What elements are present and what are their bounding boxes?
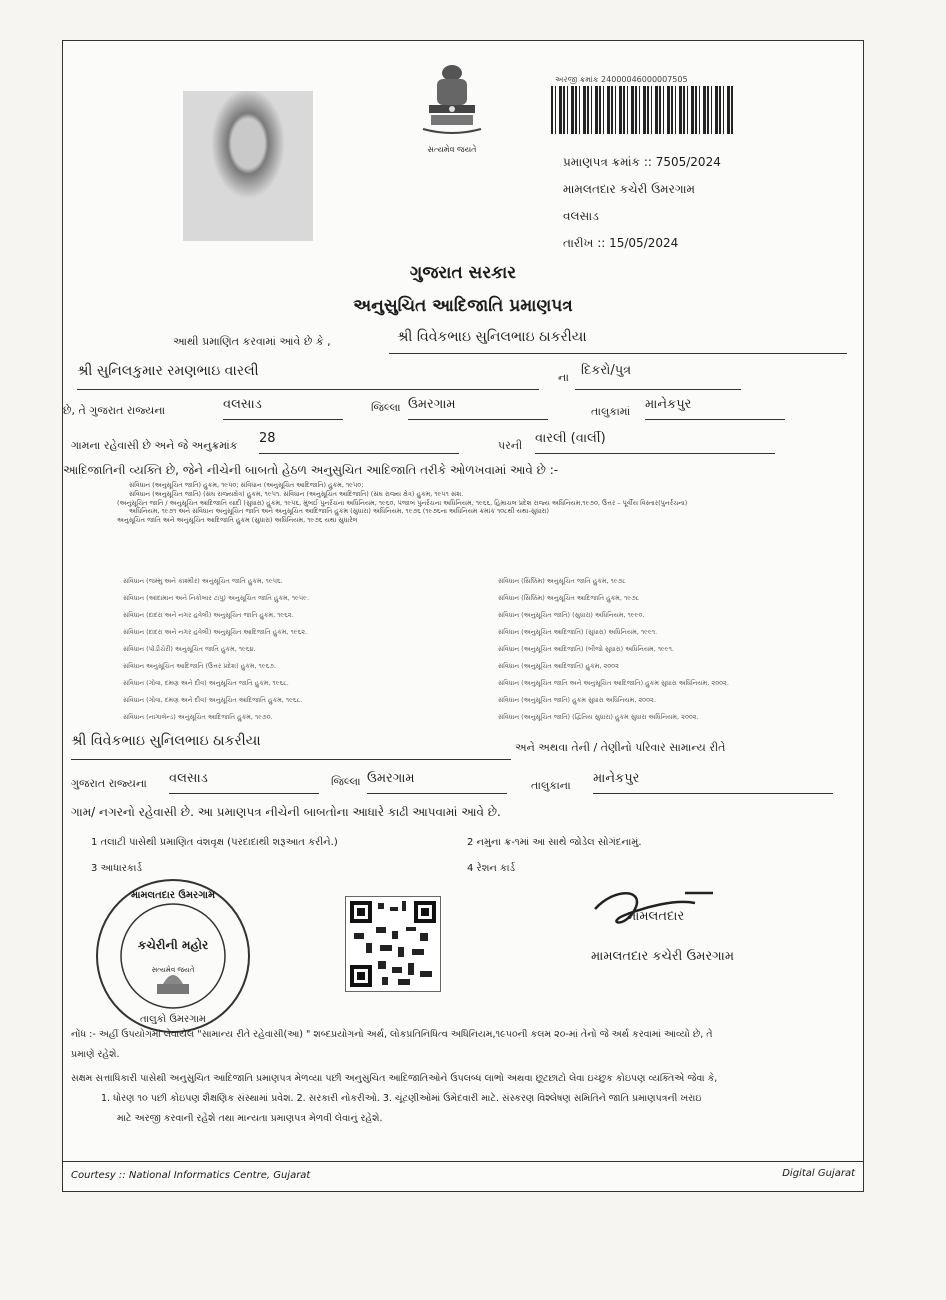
act-line: સંવિધાન (અનુસૂચિત જાતિ) હુકમ, ૧૯૫૦; સંવિધાન (અનુસૂચિત આદિજાતિ) હુકમ, ૧૯૫૦;: [129, 481, 364, 489]
family-applicant-name: શ્રી વિવેકભાઇ સુનિલભાઇ ઠાકરીયા: [71, 733, 511, 760]
note-line: પ્રમાણે રહેશે.: [71, 1049, 120, 1060]
district-label: જિલ્લા: [371, 401, 401, 414]
order-item: સંવિધાન (અનુસૂચિત જાતિ) (સુધારા) અધિનિયમ, ૧૯૯૦.: [498, 611, 645, 619]
order-item: સંવિધાન (અનુસૂચિત જાતિ અને અનુસૂચિત આદિજાતિ) હુકમ સુધારા અધિનિયમ, ૨૦૦૨.: [498, 679, 729, 687]
signatory-title: મામલતદાર: [627, 909, 685, 924]
act-line: અધિનિયમ, ૧૯૭૧ અને સંવિધાન અનુસૂચિત જાતિ અને અનુસૂચિત આદિજાતિ હુકમ (સુધારા) અધિનિયમ, ૧૯૭૬ (૧૯૭૬ના અધિનિયમ ક્રમાંક ૧૦૮થી યથા-સુધારા): [129, 507, 550, 516]
seal-center-text: કચેરીની મહોર: [137, 938, 209, 952]
order-item: સંવિધાન (નાગાલેન્ડ) અનુસૂચિત આદિજાતિ હુકમ, ૧૯૭૦.: [123, 713, 273, 721]
note-line: માટે અરજી કરવાની રહેશે તથા માન્યતા પ્રમાણપત્ર મેળવી લેવાનું રહેશે.: [117, 1113, 383, 1124]
act-line: સંવિધાન (અનુસૂચિત જાતિ) (સંઘ રાજ્યક્ષેત્ર) હુકમ, ૧૯૫૧. સંવિધાન (અનુસૂચિત આદિજાતિ) (સંઘ રાજ્ય ક્ષેત્ર) હુકમ, ૧૯૫૧ સંશ.: [129, 489, 464, 498]
order-item: સંવિધાન (જમ્મુ અને કાશ્મીર) અનુસૂચિત જાતિ હુકમ, ૧૯૫૬.: [123, 577, 283, 585]
document-item: 4 રેશન કાર્ડ: [467, 863, 516, 874]
orders-right-list: [498, 573, 858, 726]
order-item: સંવિધાન (પોંડીચેરી) અનુસૂચિત જાતિ હુકમ, ૧૯૬૪.: [123, 645, 256, 653]
order-item: સંવિધાન (અનુસૂચિત જાતિ) (દ્વિતિય સુધારા) હુકમ સુધારા અધિનિયમ, ૨૦૦૨.: [498, 713, 699, 721]
family-village: માનેકપુર: [593, 771, 833, 794]
seal-motto: સત્યમેવ જયતે: [151, 966, 195, 974]
family-suffix: અને અથવા તેની / તેણીનો પરિવાર સામાન્ય રીતે: [515, 741, 726, 754]
note-line: નોંધ :- અહીં ઉપયોગમાં લેવાયેલ "સામાન્ય રીતે રહેવાસી(આ) " શબ્દપ્રયોગનો અર્થ, લોકપ્રતિનિધિત્વ અધિનિયમ,૧૯૫૦ની કલમ ૨૦-માં તેનો જે અર્થ કરવામાં આવ્યો છે, તે: [71, 1029, 713, 1040]
serial-number: 28: [259, 431, 459, 454]
order-item: સંવિધાન (આંદામાન અને નિકોબાર ટાપુ) અનુસૂચિત જાતિ હુકમ, ૧૯૫૯.: [123, 594, 310, 602]
order-item: સંવિધાન (ગોવા, દમણ અને દીવ) અનુસૂચિત આદિજાતિ હુકમ, ૧૯૬૮.: [123, 696, 303, 704]
na-label: ના: [558, 371, 569, 384]
document-item: 3 આધારકાર્ડ: [91, 863, 142, 874]
seal-bottom-text: તાલુકો ઉમરગામ: [140, 1014, 206, 1025]
certificate-title: અનુસુચિત આદિજાતિ પ્રમાણપત્ર: [353, 296, 573, 316]
order-item: સંવિધાન (અનુસૂચિત આદિજાતિ) (સુધારા) અધિનિયમ, ૧૯૯૧.: [498, 628, 658, 636]
acts-list: [117, 481, 849, 525]
family-district: વલસાડ: [169, 771, 319, 794]
order-item: સંવિધાન (અનુસૂચિત આદિજાતિ) હુકમ, ૨૦૦૨: [498, 662, 619, 670]
orders-left-list: [123, 573, 463, 726]
order-item: સંવિધાન (સિક્કિમ) અનુસૂચિત જાતિ હુકમ, ૧૯૭૮: [498, 577, 626, 585]
order-item: સંવિધાન (અનુસૂચિત જાતિ) હુકમ સુધારા અધિનિયમ, ૨૦૦૨.: [498, 696, 656, 704]
basis-sentence: ગામ/ નગરનો રહેવાસી છે. આ પ્રમાણપત્ર નીચેની બાબતોના આધારે કાઢી આપવામાં આવે છે.: [71, 805, 501, 819]
act-line: (અનુસૂચિત જાતિ / અનુસૂચિત આદિજાતિ યાદી (સુધારા) હુકમ, ૧૯૫૬, મુંબઈ પુનર્રચના અધિનિયમ, ૧૯૬૦, પંજાબ પુનર્રચના અધિનિયમ, ૧૯૬૬, હિમાચલ પ્રદેશ રાજ્ય અધિનિયમ,૧૯૭૦, ઉત્તર – પૂર્વીય વિસ્તાર(પુનર્રચના): [117, 498, 688, 507]
order-item: સંવિધાન (અનુસૂચિત આદિજાતિ) (બીજો સુધારા) અધિનિયમ, ૧૯૯૧.: [498, 645, 674, 653]
header-info: [563, 149, 721, 257]
qr-code: [345, 896, 441, 992]
seal-top-text: મામલતદાર ઉમરગામ: [130, 890, 216, 901]
signatory-office: મામલતદાર કચેરી ઉમરગામ: [591, 949, 735, 964]
note-line: 1. ધોરણ ૧૦ પછી કોઇપણ શૈક્ષણિક સંસ્થામાં પ્રવેશ. 2. સરકારી નોકરીઓ. 3. ચૂંટણીઓમાં ઉમેદવારી માટે. સંસ્કરણ વિશ્લેષણ સમિતિને જાતિ પ્રમાણપત્રની ખરાઇ: [101, 1093, 702, 1104]
order-item: સંવિધાન (દાદરા અને નગર હવેલી) અનુસૂચિત આદિજાતિ હુકમ, ૧૯૬૨.: [123, 628, 308, 636]
issue-date: તારીખ :: 15/05/2024: [563, 236, 679, 250]
document-item: 1 તલાટી પાસેથી પ્રમાણિત વંશવૃક્ષ (પરદાદાથી શરૂઆત કરીને.): [91, 837, 338, 848]
order-item: સંવિધાન (ગોવા, દમણ અને દીવ) અનુસૂચિત જાતિ હુકમ, ૧૯૬૮.: [123, 679, 289, 687]
national-emblem: [415, 59, 489, 151]
resident-prefix: ગામના રહેવાસી છે અને જે અનુક્રમાંક: [71, 439, 238, 452]
order-item: સંવિધાન (દાદરા અને નગર હવેલી) અનુસૂચિત જાતિ હુકમ, ૧૯૬૨.: [123, 611, 294, 619]
footer-courtesy: Courtesy :: National Informatics Centre, Gujarat: [71, 1170, 311, 1181]
certificate-page: [62, 40, 864, 1192]
taluka-name: ઉમરગામ: [408, 397, 548, 420]
applicant-name: શ્રી વિવેકભાઇ સુનિલભાઇ ઠાકરીયા: [389, 329, 847, 354]
tribe-name: વારલી (વાર્લી): [535, 431, 775, 454]
applicant-photo: [183, 91, 313, 241]
note-line: સક્ષમ સત્તાધિકારી પાસેથી અનુસુચિત આદિજાતિ પ્રમાણપત્ર મેળવ્યા પછી અનુસુચિત આદિજાતિઓને ઉપલબ્ધ લાભો અથવા છૂટછાટો લેવા ઇચ્છુક કોઇપણ વ્યક્તિએ જેવા કે,: [71, 1073, 718, 1084]
district-name: વલસાડ: [223, 397, 343, 420]
father-name: શ્રી સુનિલકુમાર રમણભાઇ વારલી: [77, 363, 539, 390]
family-state-prefix: ગુજરાત રાજ્યના: [71, 777, 147, 790]
document-item: 2 નમુના ક્ર-૧માં આ સાથે જોડેલ સોગંદનામું.: [467, 837, 642, 848]
emblem-motto: સત્યમેવ જયતે: [427, 145, 477, 154]
order-item: સંવિધાન (સિક્કિમ) અનુસૂચિત આદિજાતિ હુકમ, ૧૯૭૮: [498, 594, 640, 602]
relation: દિકરો/પુત્ર: [575, 363, 741, 390]
upon-label: પરની: [498, 439, 523, 452]
certify-prefix: આથી પ્રમાણિત કરવામાં આવે છે કે ,: [173, 335, 331, 348]
application-number: અરજી ક્રમાંક 24000046000007505: [555, 75, 688, 84]
issuing-office: મામલતદાર કચેરી ઉમરગામ: [563, 182, 696, 196]
family-district-label: જિલ્લા: [331, 775, 361, 788]
tribe-sentence: આદિજાતિની વ્યક્તિ છે, જેને નીચેની બાબતો હેઠળ અનુસુચિત આદિજાતિ તરીકે ઓળખવામાં આવે છે :-: [63, 463, 559, 477]
notes: [71, 1025, 861, 1129]
issuing-district: વલસાડ: [563, 209, 599, 223]
order-item: સંવિધાન અનુસૂચિત આદિજાતિ (ઉત્તર પ્રદેશ) હુકમ, ૧૯૬૭.: [123, 662, 276, 670]
certificate-number: પ્રમાણપત્ર ક્રમાંક :: 7505/2024: [563, 155, 721, 169]
office-seal: [93, 876, 253, 1036]
footer: [63, 1161, 863, 1192]
government-title: ગુજરાત સરકાર: [409, 263, 517, 283]
state-prefix: છે, તે ગુજરાત રાજ્યના: [63, 404, 166, 417]
taluka-label: તાલુકામાં: [591, 405, 631, 418]
footer-brand: Digital Gujarat: [782, 1168, 855, 1179]
village-name: માનેકપુર: [645, 397, 785, 420]
act-line: અનુસૂચિત જાતિ અને અનુસૂચિત આદિજાતિ હુકમ (સુધારા) અધિનિયમ, ૧૯૭૬ યથા સુધારેલ: [117, 516, 358, 525]
family-taluka: ઉમરગામ: [367, 771, 507, 794]
family-taluka-label: તાલુકાના: [531, 779, 571, 792]
barcode: [551, 86, 733, 134]
